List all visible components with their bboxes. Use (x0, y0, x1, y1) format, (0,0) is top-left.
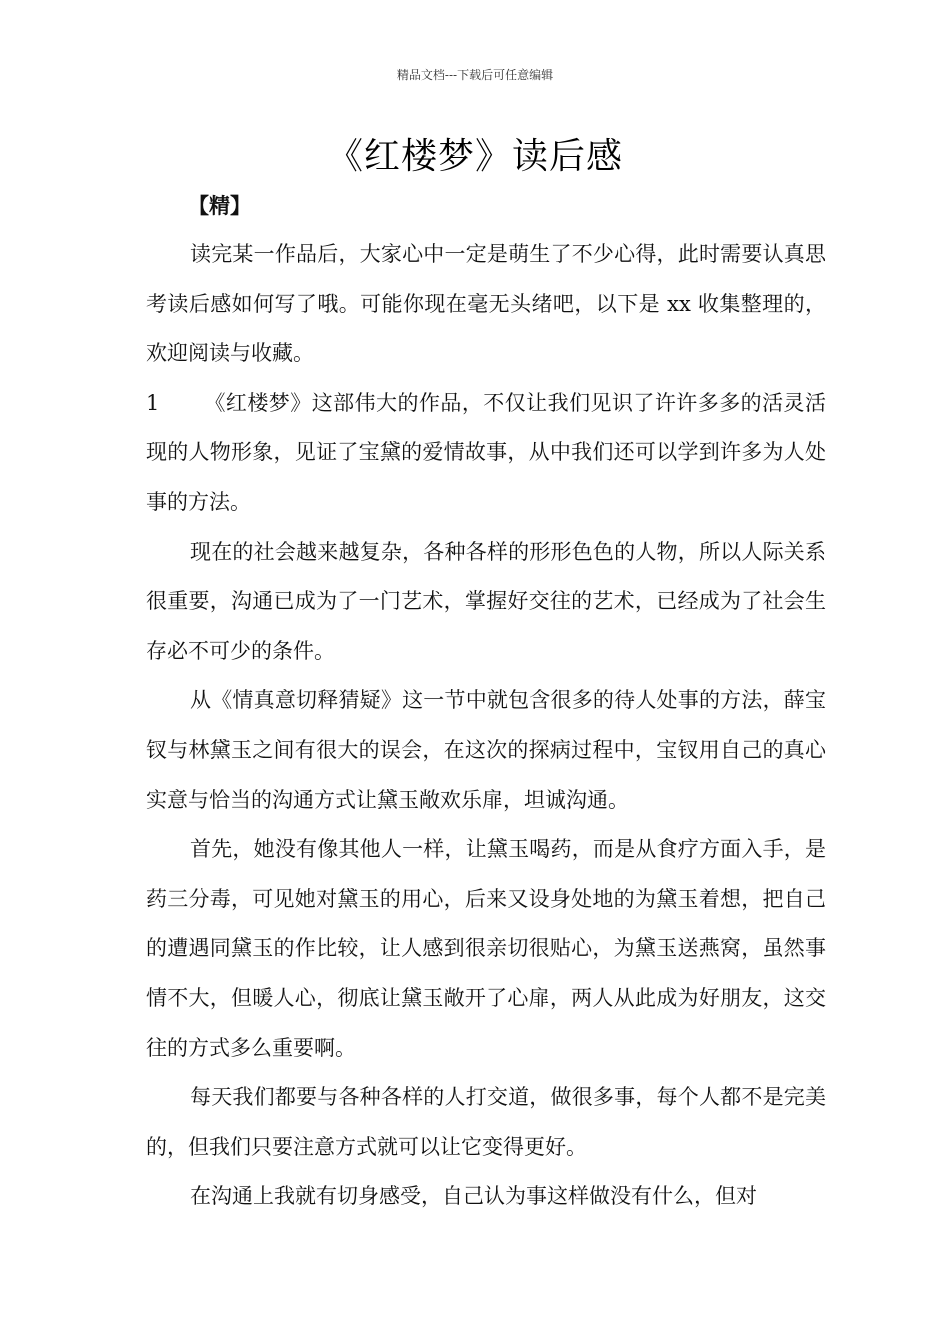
paragraph (146, 1172, 826, 1222)
paragraph (146, 1073, 826, 1172)
paragraph (146, 379, 826, 528)
document-tag: 【精】 (188, 193, 251, 218)
paragraph (146, 230, 826, 379)
paragraph (146, 676, 826, 825)
document-title: 《红楼梦》读后感 (326, 136, 623, 177)
paragraph-text: 《红楼梦》这部伟大的作品，不仅让我们见识了许许多多的活灵活现的人物形象，见证了宝黛的爱情故事，从中我们还可以学到许多为人处事的方法。 (146, 390, 826, 514)
paragraph-text: 从《情真意切释猜疑》这一节中就包含很多的待人处事的方法，薛宝钗与林黛玉之间有很大的误会，在这次的探病过程中，宝钗用自己的真心实意与恰当的沟通方式让黛玉敞欢乐扉，坦诚沟通。 (146, 688, 826, 812)
paragraph-text: 首先，她没有像其他人一样，让黛玉喝药，而是从食疗方面入手，是药三分毒，可见她对黛玉的用心，后来又设身处地的为黛玉着想，把自己的遭遇同黛玉的作比较，让人感到很亲切很贴心，为黛玉送燕窝，虽然事情不大，但暖人心，彻底让黛玉敞开了心扉，两人从此成为好朋友，这交往的方式多么重要啊。 (146, 837, 826, 1060)
paragraph-text: 读完某一作品后，大家心中一定是萌生了不少心得，此时需要认真思考读后感如何写了哦。可能你现在毫无头绪吧，以下是 xx 收集整理的，欢迎阅读与收藏。 (146, 242, 826, 366)
paragraph-text: 在沟通上我就有切身感受，自己认为事这样做没有什么，但对 (190, 1184, 757, 1209)
paragraph-number: 1 (146, 390, 160, 415)
paragraph-text: 现在的社会越来越复杂，各种各样的形形色色的人物，所以人际关系很重要，沟通已成为了一门艺术，掌握好交往的艺术，已经成为了社会生存必不可少的条件。 (146, 539, 826, 663)
page-header: 精品文档---下载后可任意编辑 (396, 68, 554, 82)
document-body (146, 230, 826, 1222)
paragraph (146, 528, 826, 677)
paragraph-text: 每天我们都要与各种各样的人打交道，做很多事，每个人都不是完美的，但我们只要注意方式就可以让它变得更好。 (146, 1085, 826, 1159)
paragraph (146, 825, 826, 1073)
